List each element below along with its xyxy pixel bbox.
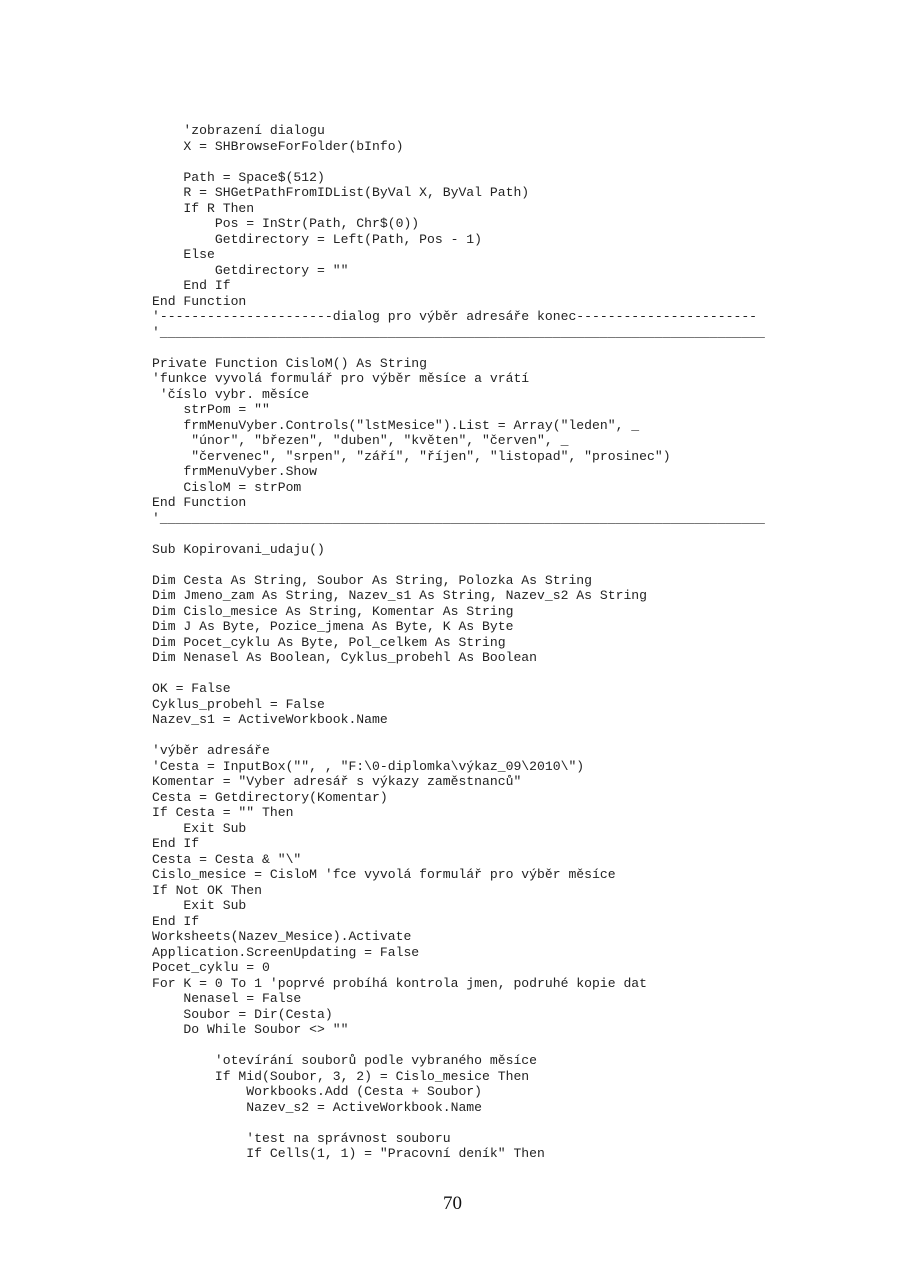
code-line: frmMenuVyber.Show (152, 464, 318, 479)
code-line: End Function (152, 293, 247, 309)
code-line: strPom = "" (152, 402, 270, 417)
code-line: 'výběr adresáře (152, 743, 270, 758)
code-line: Getdirectory = Left(Path, Pos - 1) (152, 231, 483, 247)
code-line: Getdirectory = "" (152, 262, 349, 278)
code-line: If Not OK Then (152, 882, 263, 898)
code-line: X = SHBrowseForFolder(bInfo) (152, 138, 404, 154)
code-line: Pos = InStr(Path, Chr$(0)) (152, 216, 420, 231)
code-line: Private Function CisloM() As String (152, 355, 428, 371)
code-line (152, 557, 812, 573)
code-line: Cesta = Cesta & "\" (152, 851, 302, 867)
code-line: Exit Sub (152, 898, 247, 913)
code-line: '----------------------dialog pro výběr adresáře konec----------------------- (152, 309, 758, 324)
code-line: Nazev_s1 = ActiveWorkbook.Name (152, 712, 388, 727)
code-line: OK = False (152, 681, 231, 696)
code-line: Nazev_s2 = ActiveWorkbook.Name (152, 1099, 483, 1115)
code-line (152, 340, 812, 356)
code-line: If Mid(Soubor, 3, 2) = Cislo_mesice Then (152, 1068, 530, 1084)
code-line: Cyklus_probehl = False (152, 696, 325, 712)
code-line: 'Cesta = InputBox("", , "F:\0-diplomka\výkaz_09\2010\") (152, 758, 585, 774)
code-line: 'test na správnost souboru (152, 1130, 451, 1146)
code-line: 'číslo vybr. měsíce (152, 386, 310, 402)
code-line: Else (152, 247, 215, 262)
code-line: Dim Cesta As String, Soubor As String, Polozka As String (152, 572, 593, 588)
code-line: Dim Jmeno_zam As String, Nazev_s1 As String, Nazev_s2 As String (152, 588, 648, 603)
code-line: "červenec", "srpen", "září", "říjen", "listopad", "prosinec") (152, 448, 671, 464)
code-line: Dim Pocet_cyklu As Byte, Pol_celkem As String (152, 634, 506, 650)
code-line: Cislo_mesice = CisloM 'fce vyvolá formulář pro výběr měsíce (152, 867, 616, 882)
code-listing (152, 123, 812, 1162)
code-line: If Cesta = "" Then (152, 805, 294, 820)
page-number: 70 (443, 1193, 462, 1214)
code-line: Workbooks.Add (Cesta + Soubor) (152, 1084, 483, 1099)
code-line: Cesta = Getdirectory(Komentar) (152, 789, 388, 805)
code-line (152, 1038, 812, 1054)
code-line: 'zobrazení dialogu (152, 123, 325, 138)
code-line: Exit Sub (152, 820, 247, 836)
code-line: Worksheets(Nazev_Mesice).Activate (152, 929, 412, 944)
code-line: "únor", "březen", "duben", "květen", "červen", _ (152, 433, 569, 448)
code-line: 'otevírání souborů podle vybraného měsíce (152, 1053, 538, 1068)
code-line: If R Then (152, 200, 255, 216)
code-line: '_____________________________________________________________________________ (152, 510, 765, 526)
code-line: End If (152, 278, 231, 293)
code-line: End If (152, 836, 200, 851)
code-line: Application.ScreenUpdating = False (152, 944, 420, 960)
code-line: '_____________________________________________________________________________ (152, 324, 765, 340)
code-line: Nenasel = False (152, 991, 302, 1006)
code-line: Path = Space$(512) (152, 169, 325, 185)
code-line: Sub Kopirovani_udaju() (152, 541, 325, 557)
code-line: R = SHGetPathFromIDList(ByVal X, ByVal Path) (152, 185, 530, 200)
code-line (152, 728, 812, 744)
code-line (152, 526, 812, 542)
code-line: Pocet_cyklu = 0 (152, 960, 270, 975)
code-line: Dim Cislo_mesice As String, Komentar As String (152, 603, 514, 619)
code-line: Komentar = "Vyber adresář s výkazy zaměstnanců" (152, 774, 522, 789)
code-line: CisloM = strPom (152, 479, 302, 495)
code-line: If Cells(1, 1) = "Pracovní deník" Then (152, 1146, 545, 1161)
code-line: End If (152, 913, 200, 929)
code-line: frmMenuVyber.Controls("lstMesice").List = Array("leden", _ (152, 417, 640, 433)
code-line (152, 666, 812, 682)
code-line: End Function (152, 495, 247, 510)
code-line (152, 154, 812, 170)
code-line: Dim Nenasel As Boolean, Cyklus_probehl As Boolean (152, 650, 538, 665)
code-line: Dim J As Byte, Pozice_jmena As Byte, K As Byte (152, 619, 514, 634)
code-line: 'funkce vyvolá formulář pro výběr měsíce a vrátí (152, 371, 530, 386)
code-line (152, 1115, 812, 1131)
code-line: For K = 0 To 1 'poprvé probíhá kontrola jmen, podruhé kopie dat (152, 975, 648, 991)
code-line: Soubor = Dir(Cesta) (152, 1006, 333, 1022)
code-line: Do While Soubor <> "" (152, 1022, 349, 1037)
